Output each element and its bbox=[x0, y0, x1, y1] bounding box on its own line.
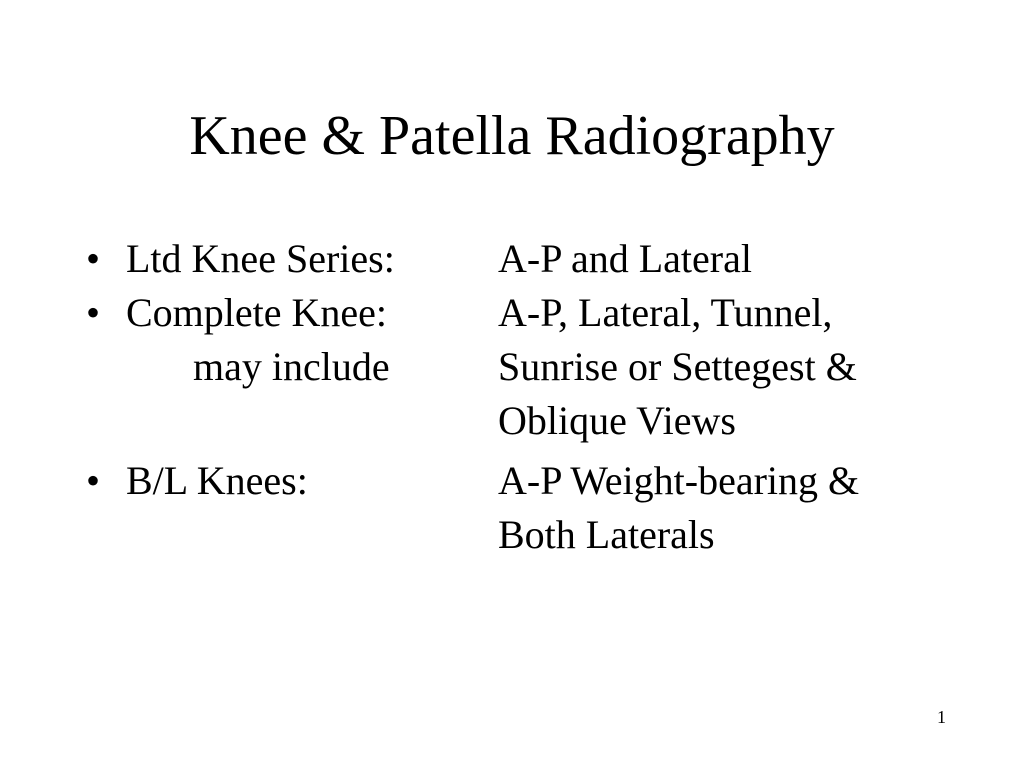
bullet-item-ltd-knee-series bbox=[86, 232, 986, 286]
bullet-marker: • bbox=[86, 458, 101, 503]
bullet-label: Ltd Knee Series: bbox=[126, 236, 395, 281]
bullet-value-line: A-P, Lateral, Tunnel, bbox=[498, 290, 833, 335]
bullet-marker: • bbox=[86, 290, 101, 335]
bullet-label: B/L Knees: bbox=[126, 458, 308, 503]
bullet-item-bl-knees bbox=[86, 454, 986, 562]
bullet-list bbox=[86, 232, 986, 562]
bullet-value-line: Oblique Views bbox=[498, 398, 736, 443]
bullet-label: Complete Knee: bbox=[126, 290, 388, 335]
slide-title: Knee & Patella Radiography bbox=[189, 105, 835, 167]
bullet-value-line: A-P Weight-bearing & bbox=[498, 458, 860, 503]
bullet-value-line: A-P and Lateral bbox=[498, 236, 752, 281]
bullet-item-complete-knee bbox=[86, 286, 986, 448]
bullet-marker: • bbox=[86, 236, 101, 281]
bullet-value-line: Sunrise or Settegest & bbox=[498, 344, 857, 389]
page-number: 1 bbox=[937, 707, 946, 727]
bullet-value-line: Both Laterals bbox=[498, 512, 715, 557]
bullet-sublabel: may include bbox=[193, 344, 390, 389]
